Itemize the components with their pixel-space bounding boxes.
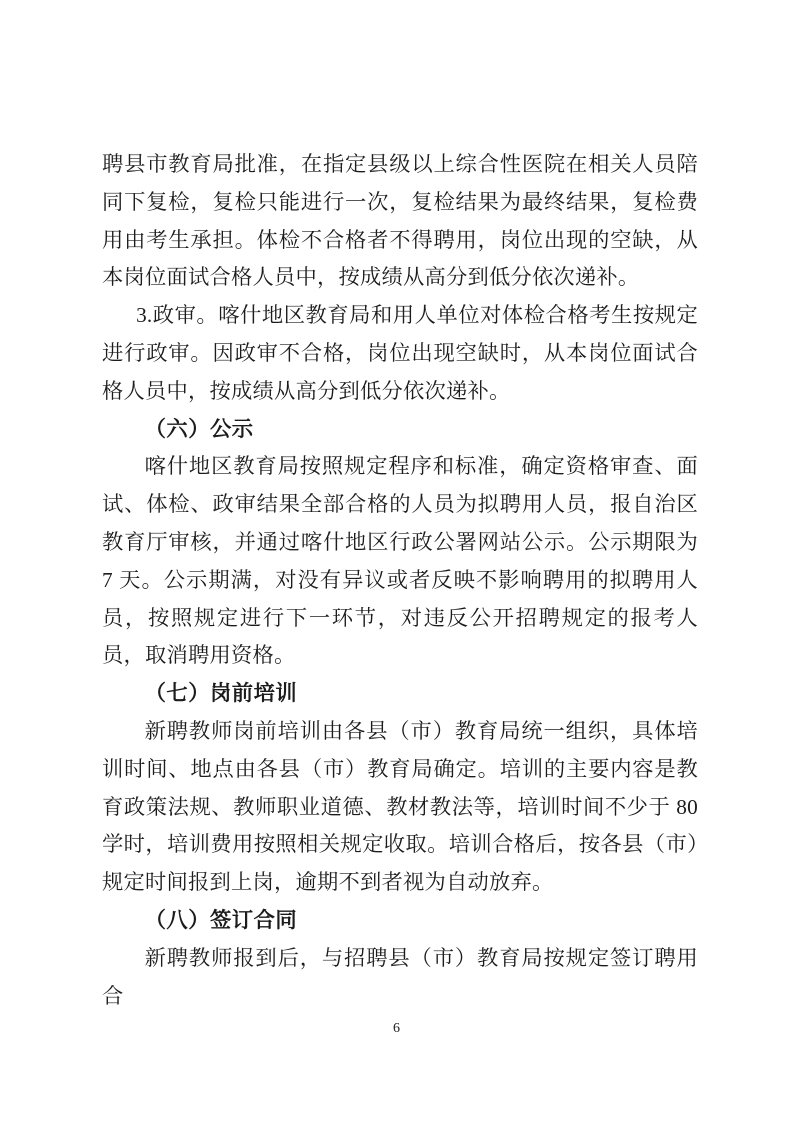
page-number: 6 bbox=[393, 1021, 400, 1036]
paragraph-gongshi-body: 喀什地区教育局按照规定程序和标准，确定资格审查、面试、体检、政审结果全部合格的人员为拟聘用人员，报自治区教育厅审核，并通过喀什地区行政公署网站公示。公示期限为 7 天。公示期满，对没有异议或者反映不影响聘用的拟聘用人员，按照规定进行下一环节，对违反公开招聘规定的报考人员，取消聘用资格。 bbox=[102, 454, 698, 668]
document-body bbox=[102, 146, 698, 1015]
paragraph-continuation: 聘县市教育局批准，在指定县级以上综合性医院在相关人员陪同下复检，复检只能进行一次，复检结果为最终结果，复检费用由考生承担。体检不合格者不得聘用，岗位出现的空缺，从本岗位面试合格人员中，按成绩从高分到低分依次递补。 bbox=[102, 152, 698, 290]
paragraph-hetong-body: 新聘教师报到后，与招聘县（市）教育局按规定签订聘用合 bbox=[102, 945, 698, 1008]
paragraph-peixun-body: 新聘教师岗前培训由各县（市）教育局统一组织，具体培训时间、地点由各县（市）教育局确定。培训的主要内容是教育政策法规、教师职业道德、教材教法等，培训时间不少于 80 学时，培训费用按照相关规定收取。培训合格后，按各县（市）规定时间报到上岗，逾期不到者视为自动放弃。 bbox=[102, 718, 698, 895]
paragraph-item-3-zhengshen: 3.政审。喀什地区教育局和用人单位对体检合格考生按规定进行政审。因政审不合格，岗位出现空缺时，从本岗位面试合格人员中，按成绩从高分到低分依次递补。 bbox=[102, 303, 698, 403]
section-heading-8-qianding-hetong: （八）签订合同 bbox=[144, 907, 298, 932]
section-heading-6-gongshi: （六）公示 bbox=[144, 416, 254, 441]
section-heading-7-gangqian-peixun: （七）岗前培训 bbox=[144, 681, 298, 706]
